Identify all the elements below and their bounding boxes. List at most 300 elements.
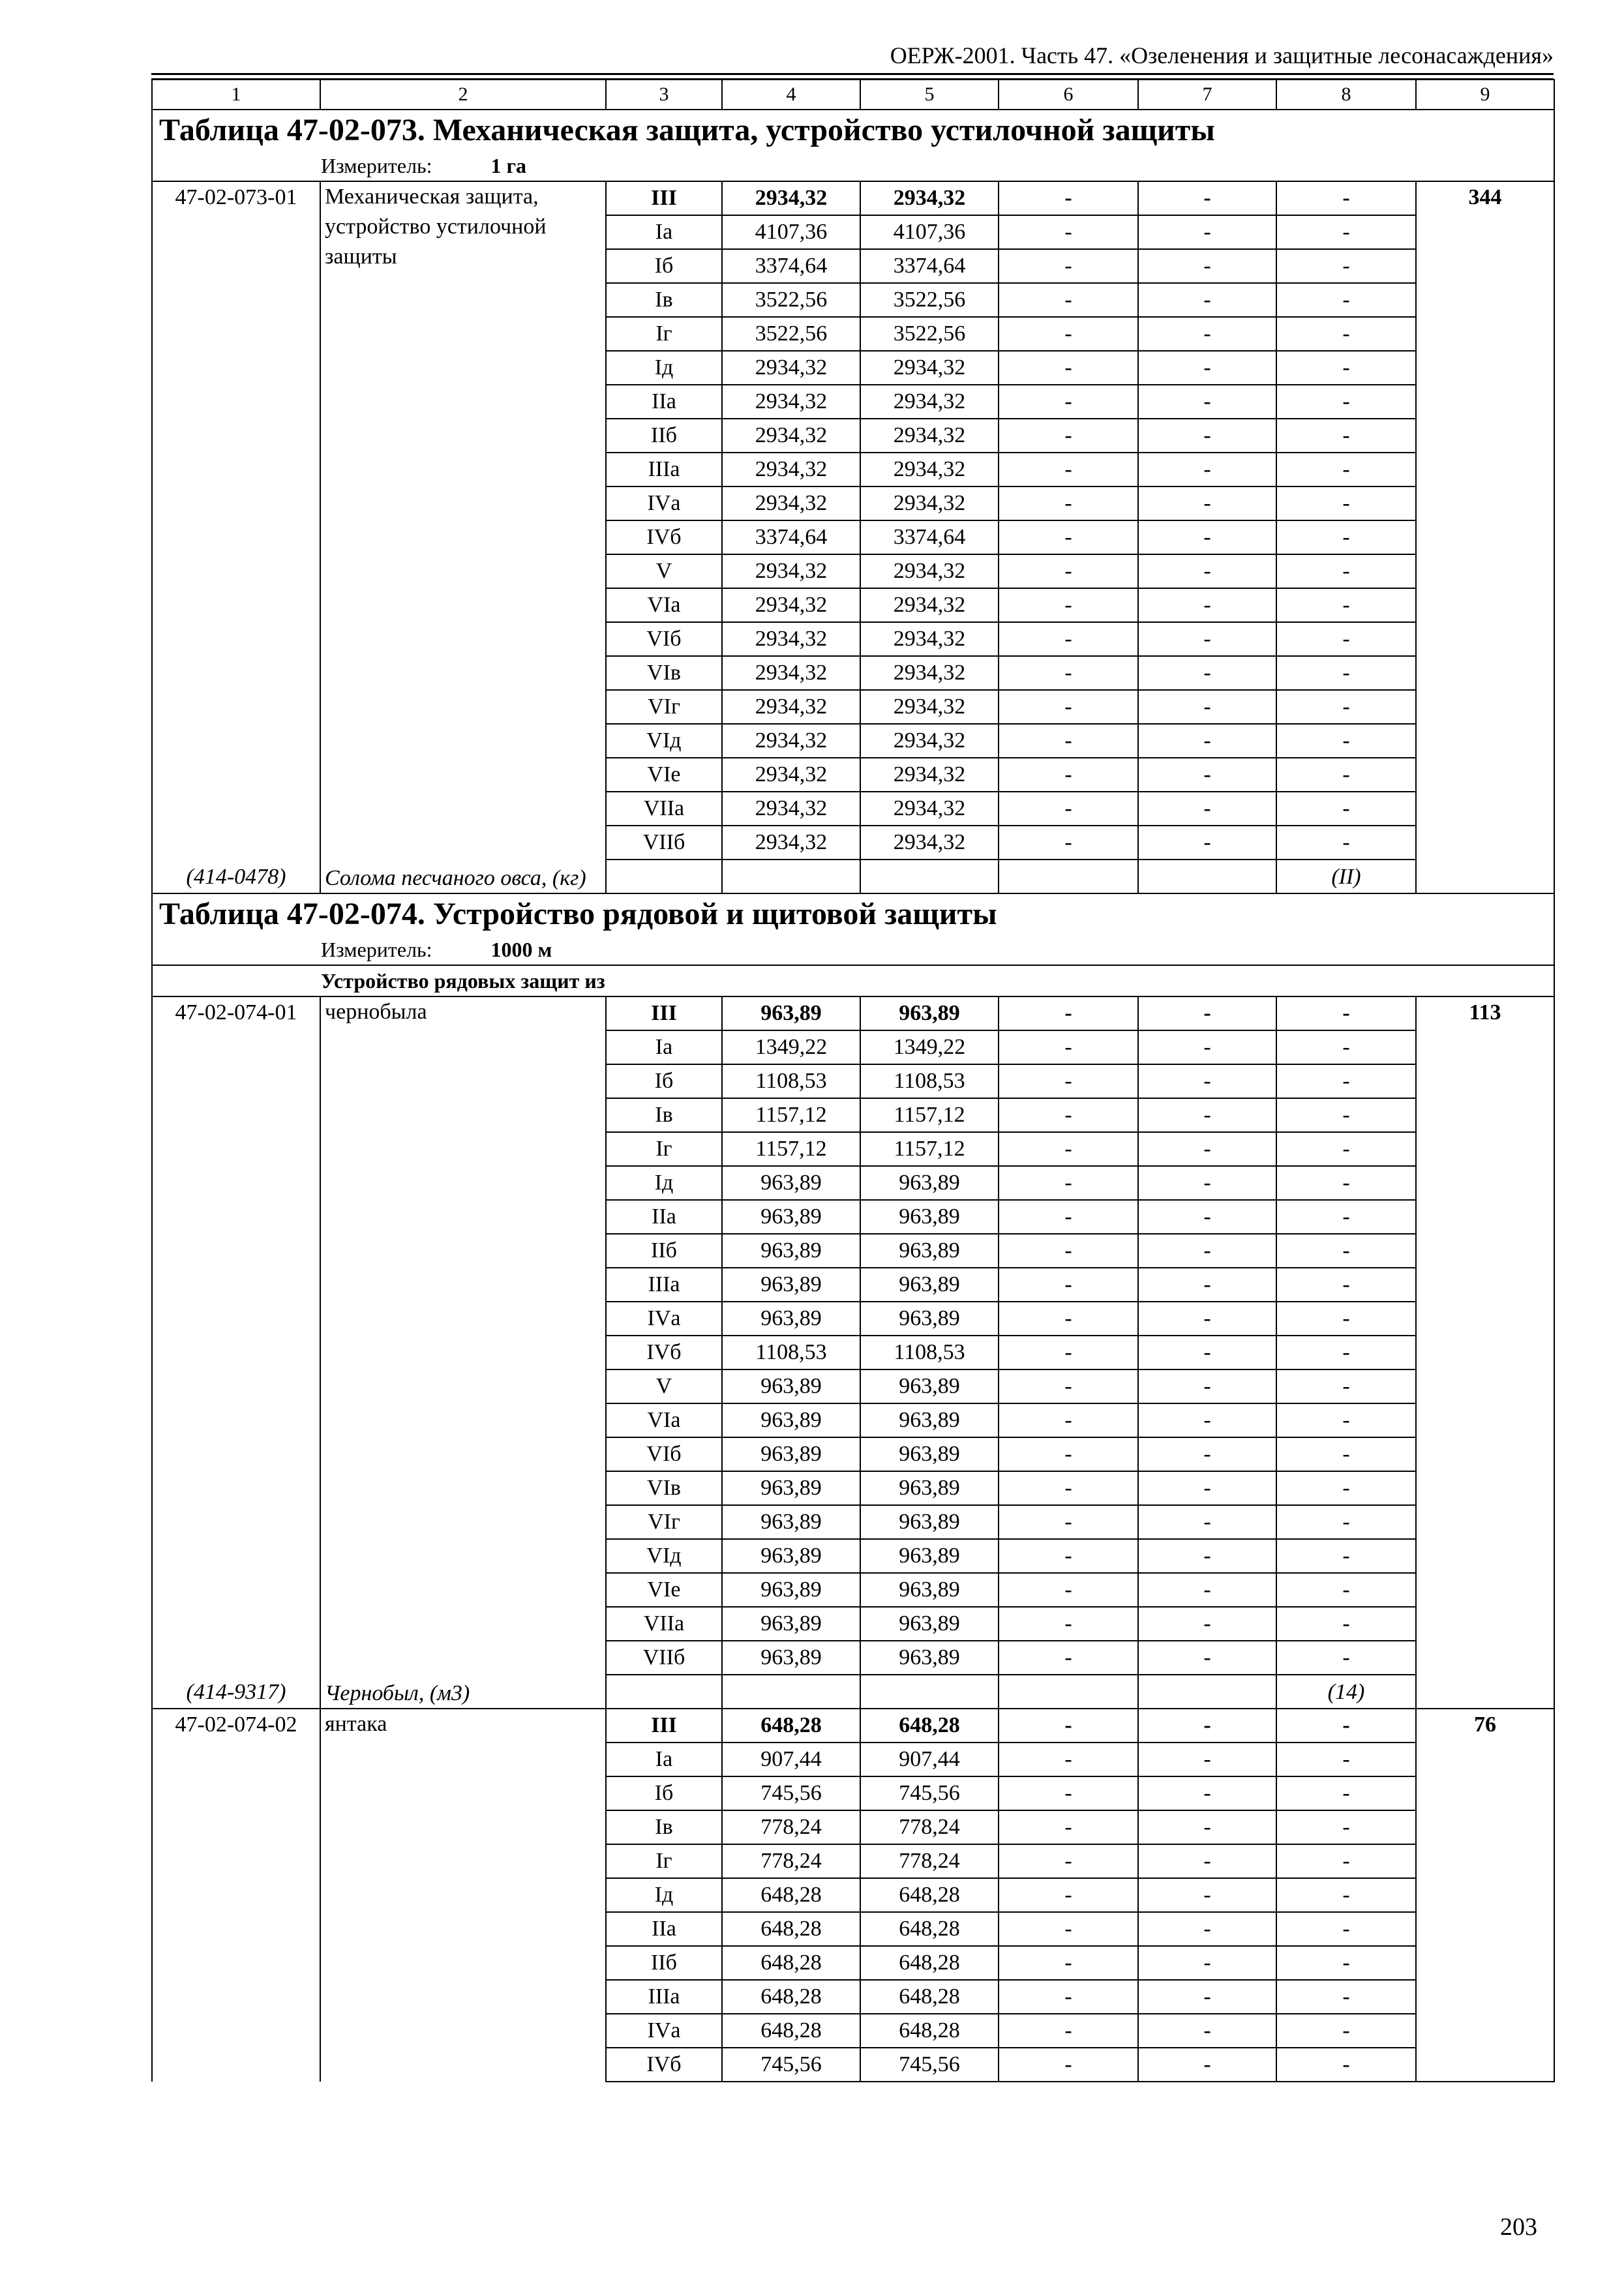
- value-cell: -: [999, 996, 1138, 1030]
- value-cell: -: [999, 1437, 1138, 1471]
- value-cell: -: [1276, 1641, 1416, 1675]
- value-cell: -: [999, 1030, 1138, 1064]
- value-cell: 2934,32: [860, 758, 999, 792]
- table-row: [152, 181, 1554, 215]
- value-cell: -: [1276, 453, 1416, 486]
- value-cell: 963,89: [860, 1573, 999, 1607]
- value-cell: 2934,32: [722, 690, 860, 724]
- subheading: Устройство рядовых защит из: [152, 965, 1554, 996]
- value-cell: 2934,32: [722, 554, 860, 588]
- resource-name: Солома песчаного овса, (кг): [320, 860, 606, 893]
- value-cell: -: [999, 588, 1138, 622]
- column-number: 6: [999, 80, 1138, 110]
- value-cell: -: [1276, 656, 1416, 690]
- measure-label: Измеритель:: [321, 154, 432, 177]
- value-cell: 963,89: [860, 1607, 999, 1641]
- value-cell: 2934,32: [722, 181, 860, 215]
- value-cell: 648,28: [722, 1980, 860, 2014]
- zone-cell: III: [606, 1709, 722, 1743]
- value-cell: 963,89: [722, 1505, 860, 1539]
- value-cell: 1108,53: [722, 1064, 860, 1098]
- value-cell: -: [999, 1573, 1138, 1607]
- zone-cell: Iг: [606, 1844, 722, 1878]
- value-cell: -: [1138, 385, 1276, 419]
- value-cell: -: [1276, 724, 1416, 758]
- value-cell: -: [1276, 181, 1416, 215]
- value-cell: -: [1138, 1539, 1276, 1573]
- value-cell: 648,28: [722, 1912, 860, 1946]
- table-row: [152, 1709, 1554, 1743]
- col9-value: 76: [1416, 1709, 1554, 2082]
- value-cell: 778,24: [722, 1810, 860, 1844]
- value-cell: -: [1276, 283, 1416, 317]
- value-cell: -: [999, 1539, 1138, 1573]
- value-cell: -: [999, 1234, 1138, 1268]
- value-cell: 1108,53: [722, 1336, 860, 1369]
- value-cell: -: [1276, 1776, 1416, 1810]
- value-cell: -: [1276, 622, 1416, 656]
- zone-cell: IIа: [606, 1912, 722, 1946]
- empty-cell: [722, 860, 860, 893]
- zone-cell: IIIа: [606, 1980, 722, 2014]
- zone-cell: IVа: [606, 486, 722, 520]
- value-cell: 963,89: [722, 1369, 860, 1403]
- zone-cell: Iв: [606, 283, 722, 317]
- value-cell: -: [999, 1268, 1138, 1302]
- zone-cell: IIб: [606, 1946, 722, 1980]
- value-cell: -: [1138, 1064, 1276, 1098]
- zone-cell: IIIа: [606, 453, 722, 486]
- value-cell: -: [1138, 1878, 1276, 1912]
- value-cell: -: [999, 419, 1138, 453]
- empty-cell: [606, 1675, 722, 1709]
- value-cell: 1157,12: [860, 1132, 999, 1166]
- value-cell: -: [1138, 1403, 1276, 1437]
- value-cell: -: [1138, 1132, 1276, 1166]
- value-cell: -: [999, 351, 1138, 385]
- value-cell: -: [1276, 1573, 1416, 1607]
- value-cell: -: [1138, 588, 1276, 622]
- resource-row: [152, 1675, 1554, 1709]
- zone-cell: VIе: [606, 758, 722, 792]
- zone-cell: VIб: [606, 1437, 722, 1471]
- value-cell: 963,89: [860, 1641, 999, 1675]
- value-cell: -: [1138, 1709, 1276, 1743]
- value-cell: -: [1138, 520, 1276, 554]
- zone-cell: VIе: [606, 1573, 722, 1607]
- empty-cell: [606, 860, 722, 893]
- empty-cell: [1138, 1675, 1276, 1709]
- value-cell: 648,28: [860, 1946, 999, 1980]
- value-cell: -: [1138, 1810, 1276, 1844]
- value-cell: 3374,64: [722, 249, 860, 283]
- zone-cell: VIIа: [606, 792, 722, 826]
- column-number: 9: [1416, 80, 1554, 110]
- value-cell: 2934,32: [860, 690, 999, 724]
- value-cell: -: [1276, 2014, 1416, 2048]
- value-cell: -: [999, 622, 1138, 656]
- value-cell: -: [999, 826, 1138, 860]
- value-cell: 1349,22: [722, 1030, 860, 1064]
- value-cell: -: [1276, 1369, 1416, 1403]
- value-cell: -: [1138, 249, 1276, 283]
- zone-cell: VIд: [606, 724, 722, 758]
- value-cell: -: [1138, 622, 1276, 656]
- value-cell: 3374,64: [860, 249, 999, 283]
- column-number: 4: [722, 80, 860, 110]
- value-cell: -: [1138, 181, 1276, 215]
- zone-cell: IIб: [606, 1234, 722, 1268]
- value-cell: -: [1138, 554, 1276, 588]
- value-cell: -: [1138, 826, 1276, 860]
- value-cell: -: [1276, 1844, 1416, 1878]
- value-cell: -: [1138, 486, 1276, 520]
- value-cell: -: [1276, 2048, 1416, 2082]
- page-number: 203: [1500, 2213, 1537, 2241]
- value-cell: -: [1138, 1505, 1276, 1539]
- value-cell: -: [1138, 351, 1276, 385]
- value-cell: -: [1276, 1030, 1416, 1064]
- value-cell: 2934,32: [860, 453, 999, 486]
- column-number: 3: [606, 80, 722, 110]
- value-cell: 2934,32: [722, 656, 860, 690]
- value-cell: -: [1138, 792, 1276, 826]
- zone-cell: Iа: [606, 1030, 722, 1064]
- zone-cell: Iа: [606, 215, 722, 249]
- zone-cell: VIб: [606, 622, 722, 656]
- empty-cell: [722, 1675, 860, 1709]
- value-cell: 2934,32: [860, 385, 999, 419]
- empty-cell: [860, 860, 999, 893]
- value-cell: -: [999, 1776, 1138, 1810]
- value-cell: -: [999, 1743, 1138, 1776]
- value-cell: 963,89: [860, 1403, 999, 1437]
- value-cell: 963,89: [860, 1234, 999, 1268]
- empty-cell: [999, 860, 1138, 893]
- item-code: 47-02-073-01: [152, 181, 320, 860]
- zone-cell: IIб: [606, 419, 722, 453]
- zone-cell: VIIа: [606, 1607, 722, 1641]
- value-cell: -: [1276, 826, 1416, 860]
- value-cell: 963,89: [860, 1369, 999, 1403]
- zone-cell: IIIа: [606, 1268, 722, 1302]
- value-cell: -: [999, 656, 1138, 690]
- item-code: 47-02-074-01: [152, 996, 320, 1675]
- value-cell: -: [999, 181, 1138, 215]
- table-title-row: [152, 893, 1554, 935]
- value-cell: 963,89: [722, 1403, 860, 1437]
- value-cell: -: [1138, 996, 1276, 1030]
- empty-cell: [860, 1675, 999, 1709]
- value-cell: 3522,56: [860, 317, 999, 351]
- measure-cell: [152, 151, 1554, 181]
- value-cell: -: [1276, 1980, 1416, 2014]
- value-cell: 745,56: [860, 2048, 999, 2082]
- value-cell: 745,56: [860, 1776, 999, 1810]
- value-cell: 963,89: [722, 1166, 860, 1200]
- value-cell: 963,89: [860, 1539, 999, 1573]
- value-cell: 2934,32: [722, 486, 860, 520]
- value-cell: -: [999, 1980, 1138, 2014]
- value-cell: 963,89: [722, 1268, 860, 1302]
- value-cell: -: [1276, 385, 1416, 419]
- value-cell: -: [999, 1641, 1138, 1675]
- value-cell: -: [1276, 1912, 1416, 1946]
- value-cell: 963,89: [860, 1268, 999, 1302]
- value-cell: -: [1138, 1030, 1276, 1064]
- value-cell: -: [1276, 1268, 1416, 1302]
- value-cell: -: [999, 385, 1138, 419]
- value-cell: 2934,32: [722, 826, 860, 860]
- value-cell: 2934,32: [722, 419, 860, 453]
- value-cell: -: [1276, 1709, 1416, 1743]
- value-cell: 2934,32: [722, 792, 860, 826]
- value-cell: -: [1276, 1336, 1416, 1369]
- column-number: 7: [1138, 80, 1276, 110]
- value-cell: 2934,32: [860, 826, 999, 860]
- col9-value: 344: [1416, 181, 1554, 893]
- zone-cell: III: [606, 181, 722, 215]
- measure-row: [152, 935, 1554, 965]
- zone-cell: VIа: [606, 588, 722, 622]
- value-cell: -: [1138, 1200, 1276, 1234]
- zone-cell: Iб: [606, 1776, 722, 1810]
- value-cell: -: [999, 1810, 1138, 1844]
- zone-cell: Iг: [606, 1132, 722, 1166]
- item-name: чернобыла: [320, 996, 606, 1675]
- value-cell: 2934,32: [722, 385, 860, 419]
- column-number: 2: [320, 80, 606, 110]
- zone-cell: IVб: [606, 2048, 722, 2082]
- zone-cell: VIг: [606, 1505, 722, 1539]
- measure-label: Измеритель:: [321, 938, 432, 961]
- value-cell: 2934,32: [722, 588, 860, 622]
- value-cell: 648,28: [860, 1709, 999, 1743]
- resource-col8: (14): [1276, 1675, 1416, 1709]
- value-cell: -: [1138, 1607, 1276, 1641]
- value-cell: -: [1276, 520, 1416, 554]
- value-cell: -: [1138, 1641, 1276, 1675]
- value-cell: 648,28: [722, 1946, 860, 1980]
- value-cell: 2934,32: [860, 622, 999, 656]
- value-cell: -: [1138, 1336, 1276, 1369]
- value-cell: -: [999, 724, 1138, 758]
- value-cell: -: [1276, 1946, 1416, 1980]
- value-cell: -: [1276, 996, 1416, 1030]
- value-cell: -: [999, 1878, 1138, 1912]
- resource-code: (414-0478): [152, 860, 320, 893]
- value-cell: -: [999, 1166, 1138, 1200]
- value-cell: -: [999, 792, 1138, 826]
- value-cell: -: [999, 1064, 1138, 1098]
- value-cell: 963,89: [722, 1607, 860, 1641]
- value-cell: -: [1138, 1302, 1276, 1336]
- resource-name: Чернобыл, (м3): [320, 1675, 606, 1709]
- column-number: 5: [860, 80, 999, 110]
- value-cell: -: [1276, 351, 1416, 385]
- value-cell: 963,89: [722, 1539, 860, 1573]
- value-cell: 2934,32: [722, 622, 860, 656]
- value-cell: 2934,32: [722, 453, 860, 486]
- value-cell: -: [1138, 1437, 1276, 1471]
- value-cell: -: [1138, 758, 1276, 792]
- header-rule: [151, 73, 1554, 75]
- value-cell: 963,89: [860, 996, 999, 1030]
- value-cell: -: [999, 1302, 1138, 1336]
- value-cell: -: [999, 486, 1138, 520]
- value-cell: -: [999, 1505, 1138, 1539]
- value-cell: 907,44: [722, 1743, 860, 1776]
- value-cell: 648,28: [722, 2014, 860, 2048]
- value-cell: -: [1276, 690, 1416, 724]
- value-cell: 2934,32: [722, 758, 860, 792]
- resource-row: [152, 860, 1554, 893]
- value-cell: -: [1276, 215, 1416, 249]
- value-cell: -: [999, 554, 1138, 588]
- table-title-row: [152, 110, 1554, 151]
- value-cell: -: [1138, 690, 1276, 724]
- value-cell: -: [1138, 1776, 1276, 1810]
- value-cell: -: [1138, 2014, 1276, 2048]
- value-cell: -: [1276, 486, 1416, 520]
- zone-cell: Iв: [606, 1810, 722, 1844]
- value-cell: -: [1276, 1132, 1416, 1166]
- zone-cell: Iа: [606, 1743, 722, 1776]
- value-cell: -: [1276, 1403, 1416, 1437]
- measure-value: 1000 м: [490, 938, 552, 961]
- value-cell: 4107,36: [722, 215, 860, 249]
- value-cell: -: [1138, 419, 1276, 453]
- value-cell: -: [999, 1403, 1138, 1437]
- zone-cell: VIа: [606, 1403, 722, 1437]
- value-cell: 2934,32: [860, 554, 999, 588]
- value-cell: -: [1276, 317, 1416, 351]
- zone-cell: IIа: [606, 385, 722, 419]
- zone-cell: VIв: [606, 656, 722, 690]
- value-cell: 963,89: [722, 1471, 860, 1505]
- value-cell: 1157,12: [722, 1132, 860, 1166]
- value-cell: -: [999, 1844, 1138, 1878]
- value-cell: -: [1276, 419, 1416, 453]
- zone-cell: VIIб: [606, 826, 722, 860]
- zone-cell: VIIб: [606, 1641, 722, 1675]
- column-number-row: [152, 80, 1554, 110]
- value-cell: -: [1138, 317, 1276, 351]
- norms-table: [151, 79, 1555, 2082]
- value-cell: -: [1138, 283, 1276, 317]
- value-cell: 2934,32: [860, 351, 999, 385]
- value-cell: -: [1138, 1743, 1276, 1776]
- value-cell: -: [1276, 1166, 1416, 1200]
- value-cell: -: [1138, 1369, 1276, 1403]
- value-cell: -: [1276, 1539, 1416, 1573]
- value-cell: 963,89: [860, 1505, 999, 1539]
- value-cell: 963,89: [860, 1437, 999, 1471]
- zone-cell: V: [606, 554, 722, 588]
- zone-cell: Iд: [606, 1878, 722, 1912]
- zone-cell: IIа: [606, 1200, 722, 1234]
- value-cell: -: [999, 453, 1138, 486]
- value-cell: 3522,56: [722, 283, 860, 317]
- value-cell: -: [1138, 1234, 1276, 1268]
- value-cell: -: [999, 1912, 1138, 1946]
- value-cell: -: [999, 215, 1138, 249]
- value-cell: -: [1276, 554, 1416, 588]
- value-cell: 778,24: [722, 1844, 860, 1878]
- zone-cell: III: [606, 996, 722, 1030]
- zone-cell: V: [606, 1369, 722, 1403]
- empty-cell: [1138, 860, 1276, 893]
- value-cell: 963,89: [722, 1234, 860, 1268]
- zone-cell: Iг: [606, 317, 722, 351]
- value-cell: -: [999, 1607, 1138, 1641]
- value-cell: -: [1138, 215, 1276, 249]
- value-cell: -: [1138, 1098, 1276, 1132]
- value-cell: -: [999, 758, 1138, 792]
- page-header: ОЕРЖ-2001. Часть 47. «Озеленения и защитные лесонасаждения»: [890, 42, 1554, 68]
- zone-cell: IVа: [606, 2014, 722, 2048]
- value-cell: -: [1138, 2048, 1276, 2082]
- zone-cell: Iб: [606, 1064, 722, 1098]
- column-number: 8: [1276, 80, 1416, 110]
- value-cell: -: [1138, 1166, 1276, 1200]
- measure-cell: [152, 935, 1554, 965]
- value-cell: 963,89: [722, 1437, 860, 1471]
- value-cell: -: [999, 283, 1138, 317]
- value-cell: 1157,12: [722, 1098, 860, 1132]
- value-cell: 963,89: [860, 1302, 999, 1336]
- value-cell: -: [1276, 1471, 1416, 1505]
- value-cell: 2934,32: [722, 724, 860, 758]
- zone-cell: VIв: [606, 1471, 722, 1505]
- value-cell: 2934,32: [722, 351, 860, 385]
- item-code: 47-02-074-02: [152, 1709, 320, 2082]
- value-cell: 1108,53: [860, 1336, 999, 1369]
- value-cell: -: [1276, 1607, 1416, 1641]
- value-cell: 3522,56: [722, 317, 860, 351]
- zone-cell: Iд: [606, 351, 722, 385]
- table-title-text: Таблица 47-02-074. Устройство рядовой и щитовой защиты: [159, 897, 997, 931]
- value-cell: -: [1276, 588, 1416, 622]
- value-cell: -: [1276, 1234, 1416, 1268]
- zone-cell: IVб: [606, 520, 722, 554]
- value-cell: -: [1138, 724, 1276, 758]
- value-cell: -: [1276, 1743, 1416, 1776]
- empty-cell: [999, 1675, 1138, 1709]
- value-cell: 745,56: [722, 2048, 860, 2082]
- value-cell: -: [999, 1946, 1138, 1980]
- value-cell: -: [999, 317, 1138, 351]
- value-cell: 963,89: [722, 1200, 860, 1234]
- value-cell: -: [999, 520, 1138, 554]
- value-cell: -: [999, 1098, 1138, 1132]
- value-cell: 745,56: [722, 1776, 860, 1810]
- value-cell: 2934,32: [860, 724, 999, 758]
- value-cell: 963,89: [860, 1166, 999, 1200]
- item-name: Механическая защита, устройство устилочной защиты: [320, 181, 606, 860]
- zone-cell: Iд: [606, 1166, 722, 1200]
- table-title-text: Таблица 47-02-073. Механическая защита, устройство устилочной защиты: [159, 113, 1215, 147]
- value-cell: 963,89: [722, 1641, 860, 1675]
- col9-value: 113: [1416, 996, 1554, 1709]
- value-cell: -: [1276, 1878, 1416, 1912]
- value-cell: -: [1138, 1573, 1276, 1607]
- zone-cell: Iб: [606, 249, 722, 283]
- table-row: [152, 996, 1554, 1030]
- measure-value: 1 га: [490, 154, 527, 177]
- value-cell: 3374,64: [722, 520, 860, 554]
- resource-code: (414-9317): [152, 1675, 320, 1709]
